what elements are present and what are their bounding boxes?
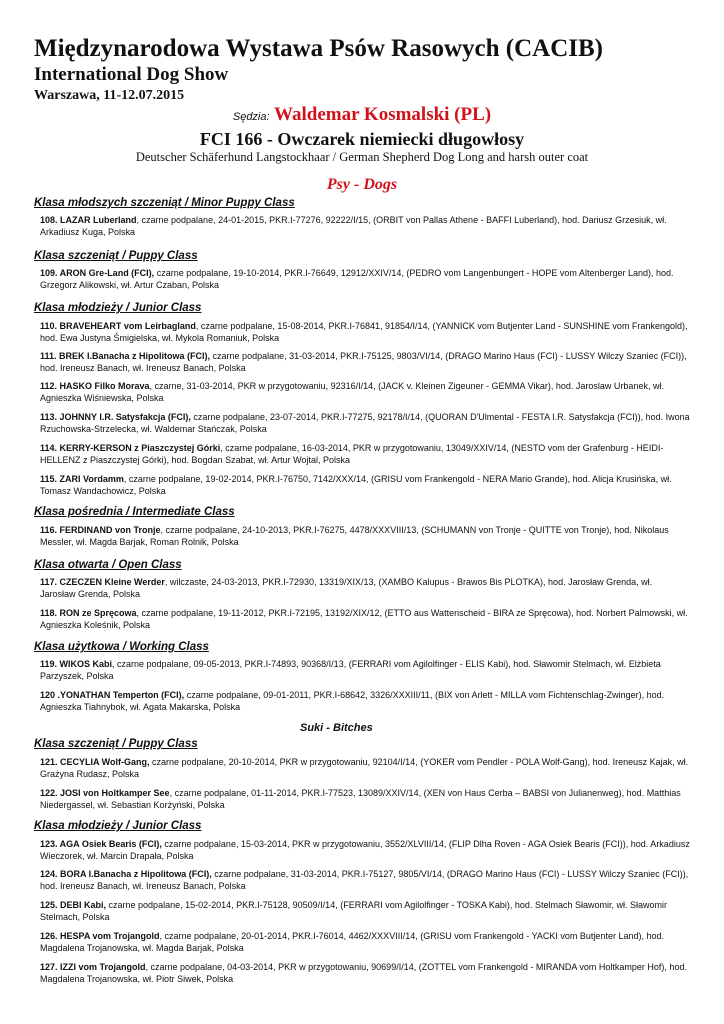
entry-name: 111. BREK I.Banacha z Hipolitowa (FCI), — [40, 351, 211, 361]
judge-line — [0, 104, 724, 126]
entry-details: czarne podpalane, 09-01-2011, PKR.I-68642, 3326/XXXIII/11, (BIX von Arlett - MILLA vom Fichtenschlag-Zwinger), hod. Agnieszka Tiahnybok, wł. Agata Makarska, Polska — [40, 690, 665, 712]
entry-details: , czarne podpalane, 04-03-2014, PKR w przygotowaniu, 90699/I/14, (ZOTTEL vom Frankengold - MIRANDA vom Holtkamper Hof), hod. Magdalena Trojanowska, wł. Piotr Siwek, Polska — [40, 962, 687, 984]
entry-name: 109. ARON Gre-Land (FCI), — [40, 268, 155, 278]
entry-name: 108. LAZAR Luberland — [40, 215, 137, 225]
entry-details: , czarne podpalane, 01-11-2014, PKR.I-77523, 13089/XXIV/14, (XEN von Haus Cerba – BABSI von Julianenweg), hod. Matthias Niedergassel, wł. Sebastian Korżyński, Polska — [40, 788, 681, 810]
class-heading: Klasa szczeniąt / Puppy Class — [34, 250, 198, 262]
entry-details: , czarne podpalane, 24-01-2015, PKR.I-77276, 92222/I/15, (ORBIT von Pallas Athene - BAFFI Luberland), hod. Dariusz Grzesiuk, wł. Arkadiusz Kuga, Polska — [40, 215, 667, 237]
show-subtitle: International Dog Show — [34, 64, 229, 85]
entry-details: , czarne podpalane, 20-01-2014, PKR.I-76014, 4462/XXXVIII/14, (GRISU vom Frankengold - YACKI vom Butjenter Land), hod. Magdalena Trojanowska, wł. Magda Barjak, Polska — [40, 931, 664, 953]
entry-details: , czarne podpalane, 19-02-2014, PKR.I-76750, 7142/XXX/14, (GRISU vom Frankengold - NERA Mario Grande), hod. Alicja Krusińska, wł. Tomasz Wandachowicz, Polska — [40, 474, 672, 496]
entry — [40, 900, 690, 923]
entry — [40, 351, 690, 374]
class-heading: Klasa otwarta / Open Class — [34, 559, 182, 571]
entry-name: 110. BRAVEHEART vom Leirbagland — [40, 321, 196, 331]
entry — [40, 474, 690, 497]
judge-name: Waldemar Kosmalski (PL) — [274, 104, 492, 125]
show-place-date: Warszawa, 11-12.07.2015 — [34, 88, 185, 103]
class-heading: Klasa młodszych szczeniąt / Minor Puppy Class — [34, 197, 295, 209]
entry — [40, 788, 690, 811]
entry-details: , czarne podpalane, 24-10-2013, PKR.I-76275, 4478/XXXVIII/13, (SCHUMANN von Tronje - QUITTE von Tronje), hod. Nikolaus Messler, wł. Magda Barjak, Roman Rolnik, Polska — [40, 525, 669, 547]
entry-name: 116. FERDINAND von Tronje — [40, 525, 161, 535]
dogs-heading: Psy - Dogs — [326, 176, 398, 193]
breed-subtitle: Deutscher Schäferhund Langstockhaar / German Shepherd Dog Long and harsh outer coat — [135, 150, 589, 164]
entry — [40, 839, 690, 862]
entry-details: czarne podpalane, 31-03-2014, PKR.I-75125, 9803/VI/14, (DRAGO Marino Haus (FCI) - LUSSY Wilczy Szaniec (FCI)), hod. Ireneusz Banach, wł. Ireneusz Banach, Polska — [40, 351, 687, 373]
class-heading: Klasa szczeniąt / Puppy Class — [34, 738, 198, 750]
entry — [40, 443, 690, 466]
entry-name: 112. HASKO Filko Morava — [40, 381, 150, 391]
judge-label: Sędzia: — [232, 111, 270, 123]
entry-details: czarne podpalane, 15-02-2014, PKR.I-75128, 90509/I/14, (FERRARI vom Agilolfinger - TOSKA Kabi), hod. Stelmach Sławomir, wł. Sławomir Stelmach, Polska — [40, 900, 667, 922]
entry — [40, 577, 690, 600]
class-heading: Klasa pośrednia / Intermediate Class — [34, 506, 235, 518]
entry — [40, 525, 690, 548]
entry — [40, 659, 690, 682]
class-heading: Klasa młodzieży / Junior Class — [34, 302, 202, 314]
entry-name: 121. CECYLIA Wolf-Gang, — [40, 757, 150, 767]
bitches-heading: Suki - Bitches — [300, 722, 373, 734]
entry — [40, 215, 690, 238]
entry-details: czarne podpalane, 15-03-2014, PKR w przygotowaniu, 3552/XLVIII/14, (FLIP Dlha Roven - AGA Osiek Bearis (FCI)), hod. Arkadiusz Wieczorek, wł. Marcin Drapała, Polska — [40, 839, 690, 861]
entry-details: , czarne podpalane, 09-05-2013, PKR.I-74893, 90368/I/13, (FERRARI vom Agilolfinger - ELIS Kabi), hod. Sławomir Stelmach, wł. Elżbieta Parzyszek, Polska — [40, 659, 661, 681]
entry-details: czarne podpalane, 20-10-2014, PKR w przygotowaniu, 92104/I/14, (YOKER vom Pendler - POLA Wolf-Gang), hod. Ireneusz Kajak, wł. Grażyna Rudasz, Polska — [40, 757, 689, 779]
entry-name: 118. RON ze Spręcowa — [40, 608, 137, 618]
entry-details: , czarne, 31-03-2014, PKR w przygotowaniu, 92316/I/14, (JACK v. Kleinen Zigeuner - GEMMA Vikar), hod. Jaroslaw Urbanek, wł. Agnieszka Wiśniewska, Polska — [40, 381, 664, 403]
entry-details: czarne podpalane, 31-03-2014, PKR.I-75127, 9805/VI/14, (DRAGO Marino Haus (FCI) - LUSSY Wilczy Szaniec (FCI)), hod. Ireneusz Banach, wł. Ireneusz Banach, Polska — [40, 869, 689, 891]
entry — [40, 757, 690, 780]
entry — [40, 690, 690, 713]
entry-details: , czarne podpalane, 19-11-2012, PKR.I-72195, 13192/XIX/12, (ETTO aus Wattenscheid - BIRA ze Spręcowa), hod. Norbert Palmowski, wł. Agnieszka Koleśnik, Polska — [40, 608, 688, 630]
entry — [40, 268, 690, 291]
entry-name: 113. JOHNNY I.R. Satysfakcja (FCI), — [40, 412, 191, 422]
entry-details: czarne podpalane, 23-07-2014, PKR.I-77275, 92178/I/14, (QUORAN D'Ulmental - FESTA I.R. Satysfakcja (FCI)), hod. Iwona Rzuchowska-Strzelecka, wł. Waldemar Stańczak, Polska — [40, 412, 690, 434]
entry-name: 117. CZECZEN Kleine Werder — [40, 577, 165, 587]
entry — [40, 412, 690, 435]
entry-details: , czarne podpalane, 16-03-2014, PKR w przygotowaniu, 13049/XXIV/14, (NESTO vom der Grafenburg - HEIDI-HELLENZ z Piaszczystej Górki), hod. Bogdan Szabat, wł. Artur Wojtal, Polska — [40, 443, 664, 465]
entry — [40, 381, 690, 404]
entry-details: czarne podpalane, 19-10-2014, PKR.I-76649, 12912/XXIV/14, (PEDRO vom Langenbungert - HOPE vom Altenberger Land), hod. Grzegorz Alikowski, wł. Artur Czaban, Polska — [40, 268, 674, 290]
entry — [40, 321, 690, 344]
entry-details: , wilczaste, 24-03-2013, PKR.I-72930, 13319/XIX/13, (XAMBO Kalupus - Brawos Bis PLOTKA), hod. Jarosław Grenda, wł. Jarosław Grenda, Polska — [40, 577, 653, 599]
entry-name: 127. IZZI vom Trojangold — [40, 962, 146, 972]
entry-details: , czarne podpalane, 15-08-2014, PKR.I-76841, 91854/I/14, (YANNICK vom Butjenter Land - SUNSHINE vom Frankengold), hod. Ewa Justyna Śmigielska, wł. Mykola Romaniuk, Polska — [40, 321, 688, 343]
entry — [40, 869, 690, 892]
entry-name: 124. BORA I.Banacha z Hipolitowa (FCI), — [40, 869, 212, 879]
entry-name: 119. WIKOS Kabi — [40, 659, 113, 669]
breed-title: FCI 166 - Owczarek niemiecki długowłosy — [199, 129, 525, 149]
entry-name: 123. AGA Osiek Bearis (FCI), — [40, 839, 162, 849]
class-heading: Klasa młodzieży / Junior Class — [34, 820, 202, 832]
entry-name: 120 .YONATHAN Temperton (FCI), — [40, 690, 185, 700]
entry-name: 122. JOSI von Holtkamper See — [40, 788, 170, 798]
entry-name: 126. HESPA vom Trojangold — [40, 931, 160, 941]
entry — [40, 931, 690, 954]
entry-name: 125. DEBI Kabi, — [40, 900, 107, 910]
show-title: Międzynarodowa Wystawa Psów Rasowych (CACIB) — [34, 35, 603, 62]
entry — [40, 962, 690, 985]
entry-name: 115. ZARI Vordamm — [40, 474, 124, 484]
class-heading: Klasa użytkowa / Working Class — [34, 641, 209, 653]
entry — [40, 608, 690, 631]
entry-name: 114. KERRY-KERSON z Piaszczystej Górki — [40, 443, 221, 453]
